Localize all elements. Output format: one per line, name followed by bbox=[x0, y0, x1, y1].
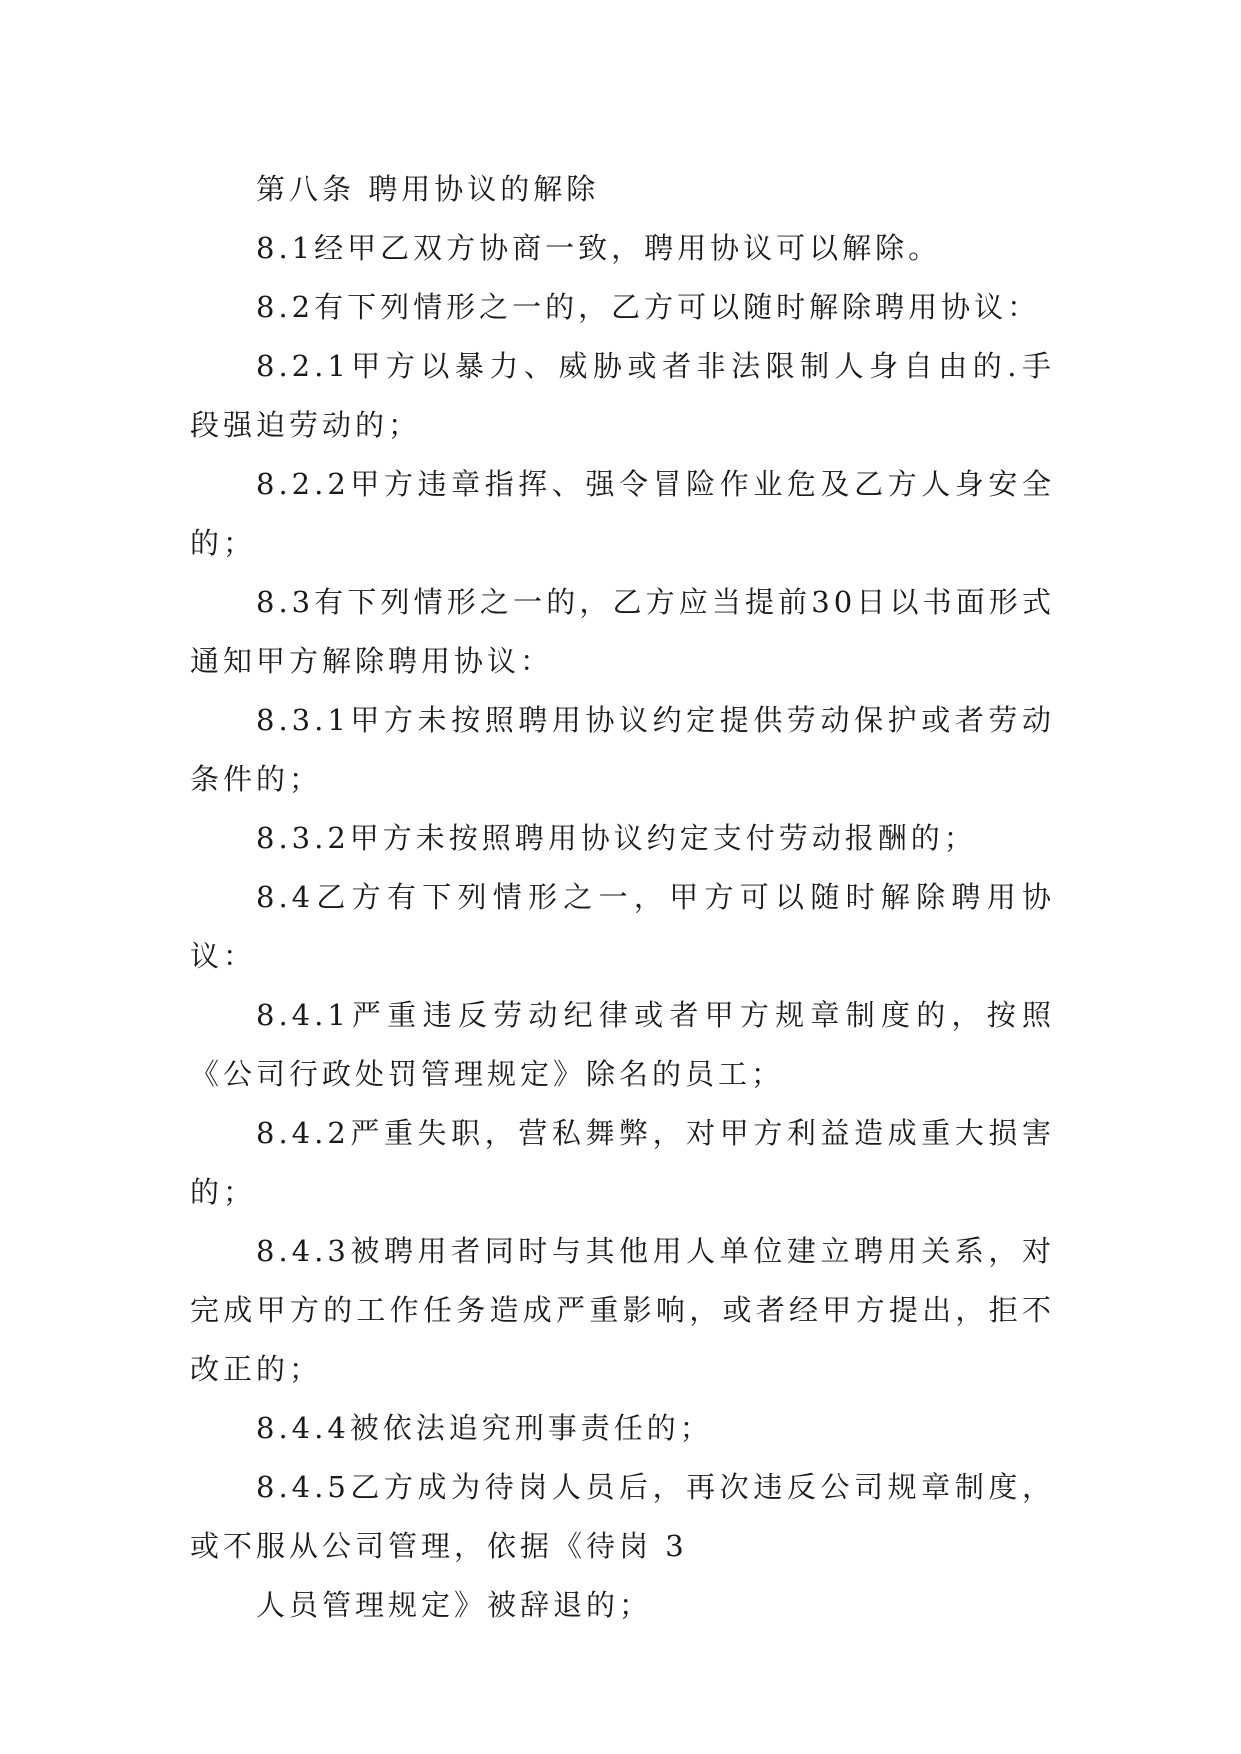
article-heading: 第八条 聘用协议的解除 bbox=[256, 172, 600, 206]
document-body bbox=[190, 160, 1055, 1635]
clause-8-4-3: 8.4.3被聘用者同时与其他用人单位建立聘用关系，对完成甲方的工作任务造成严重影响，或者经甲方提出，拒不改正的； bbox=[190, 1234, 1055, 1386]
clause-8-4-4: 8.4.4被依法追究刑事责任的； bbox=[256, 1411, 713, 1445]
clause-8-2: 8.2有下列情形之一的，乙方可以随时解除聘用协议： bbox=[256, 290, 1041, 324]
clause-8-4-5-continued: 人员管理规定》被辞退的； bbox=[256, 1588, 653, 1622]
clause-8-4-1: 8.4.1严重违反劳动纪律或者甲方规章制度的，按照《公司行政处罚管理规定》除名的员工； bbox=[190, 998, 1055, 1091]
clause-8-2-1: 8.2.1甲方以暴力、威胁或者非法限制人身自由的.手段强迫劳动的； bbox=[190, 349, 1055, 442]
clause-8-4: 8.4乙方有下列情形之一，甲方可以随时解除聘用协议： bbox=[190, 880, 1055, 973]
clause-8-3-1: 8.3.1甲方未按照聘用协议约定提供劳动保护或者劳动条件的； bbox=[190, 703, 1055, 796]
clause-8-1: 8.1经甲乙双方协商一致，聘用协议可以解除。 bbox=[256, 231, 942, 265]
clause-8-4-2: 8.4.2严重失职，营私舞弊，对甲方利益造成重大损害的； bbox=[190, 1116, 1055, 1209]
clause-8-2-2: 8.2.2甲方违章指挥、强令冒险作业危及乙方人身安全的； bbox=[190, 467, 1055, 560]
clause-8-4-5: 8.4.5乙方成为待岗人员后，再次违反公司规章制度，或不服从公司管理，依据《待岗 3 bbox=[190, 1470, 1055, 1563]
clause-8-3: 8.3有下列情形之一的，乙方应当提前30日以书面形式通知甲方解除聘用协议： bbox=[190, 585, 1055, 678]
clause-8-3-2: 8.3.2甲方未按照聘用协议约定支付劳动报酬的； bbox=[256, 821, 977, 855]
